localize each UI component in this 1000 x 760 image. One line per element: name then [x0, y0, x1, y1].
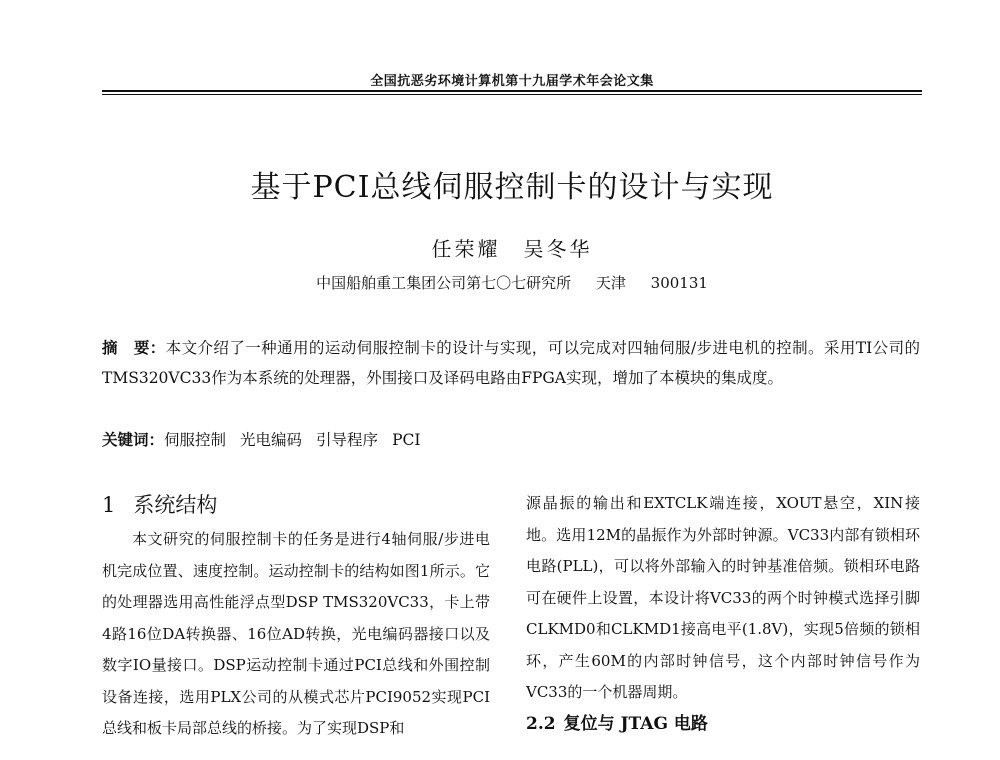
- keywords-label: 关键词：: [102, 430, 165, 449]
- paper-title: 基于PCI总线伺服控制卡的设计与实现: [250, 170, 774, 205]
- header-rule-thin: [102, 94, 922, 95]
- header-rule-thick: [102, 90, 922, 92]
- section-title: 系统结构: [133, 493, 218, 517]
- section-number: 1: [102, 493, 116, 517]
- subsection-heading: [526, 709, 920, 741]
- abstract-label: 摘 要：: [102, 338, 166, 357]
- keyword-item: 引导程序: [316, 431, 379, 449]
- keyword-item: PCI: [392, 431, 421, 449]
- abstract-paragraph: [102, 333, 920, 393]
- subsection-title: 复位与 JTAG 电路: [563, 713, 708, 734]
- keywords-line: [102, 425, 920, 455]
- paper-affiliation: [102, 272, 922, 293]
- affiliation-postcode: 300131: [650, 274, 708, 292]
- section-heading: [102, 488, 490, 522]
- abstract-text: 本文介绍了一种通用的运动伺服控制卡的设计与实现，可以完成对四轴伺服/步进电机的控制。采用TI公司的TMS320VC33作为本系统的处理器，外围接口及译码电路由FPGA实现，增加了本模块的集成度。: [102, 339, 920, 387]
- section-body-paragraph: 本文研究的伺服控制卡的任务是进行4轴伺服/步进电机完成位置、速度控制。运动控制卡的结构如图1所示。它的处理器选用高性能浮点型DSP TMS320VC33，卡上带4路16位DA转换器、16位AD转换，光电编码器接口以及数字IO量接口。DSP运动控制卡通过PCI总线和外围控制设备连接，选用PLX公司的从模式芯片PCI9052实现PCI总线和板卡局部总线的桥接。为了实现DSP和: [102, 530, 490, 737]
- paper-authors: 任荣耀 吴冬华: [431, 237, 593, 261]
- left-column: [102, 488, 490, 745]
- affiliation-name: 中国船舶重工集团公司第七〇七研究所: [316, 274, 572, 292]
- running-header: 全国抗恶劣环境计算机第十九届学术年会论文集: [370, 74, 654, 89]
- affiliation-city: 天津: [595, 274, 626, 292]
- keyword-item: 伺服控制: [164, 431, 227, 449]
- right-column: [526, 488, 920, 740]
- keyword-item: 光电编码: [240, 431, 303, 449]
- right-body-paragraph: 源晶振的输出和EXTCLK端连接，XOUT悬空，XIN接地。选用12M的晶振作为外部时钟源。VC33内部有锁相环电路(PLL)，可以将外部输入的时钟基准倍频。锁相环电路可在硬件上设置，本设计将VC33的两个时钟模式选择引脚CLKMD0和CLKMD1接高电平(1.8V)，实现5倍频的锁相环，产生60M的内部时钟信号，这个内部时钟信号作为VC33的一个机器周期。: [526, 494, 920, 701]
- subsection-number: 2.2: [526, 713, 556, 734]
